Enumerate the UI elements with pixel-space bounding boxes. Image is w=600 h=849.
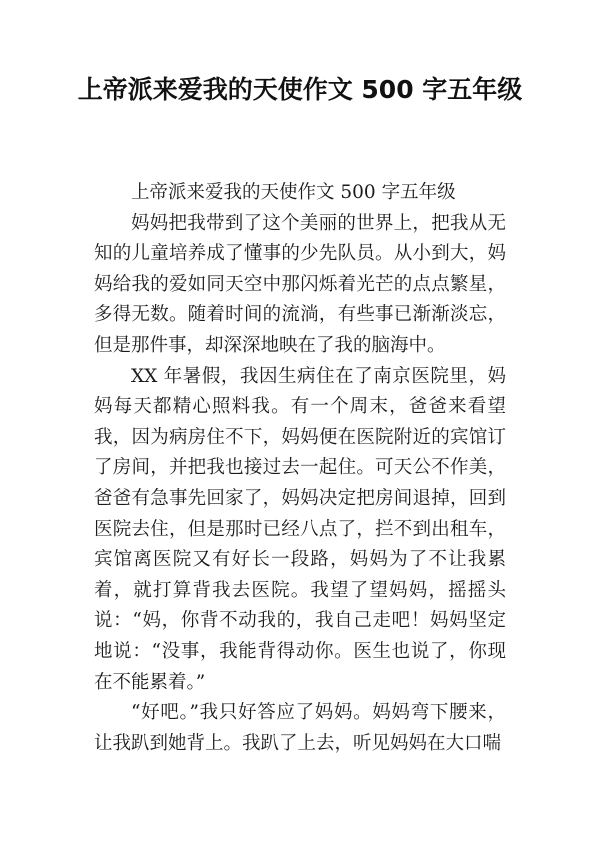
document-title: 上帝派来爱我的天使作文 500 字五年级	[77, 75, 523, 104]
body-paragraph: 妈妈把我带到了这个美丽的世界上，把我从无知的儿童培养成了懂事的少先队员。从小到大，妈妈给我的爱如同天空中那闪烁着光芒的点点繁星，多得无数。随着时间的流淌，有些事已渐渐淡忘，但是那件事，却深深地映在了我的脑海中。	[94, 212, 506, 356]
document-body	[94, 178, 506, 759]
body-heading-paragraph: 上帝派来爱我的天使作文 500 字五年级	[131, 182, 456, 203]
body-paragraph: “好吧。”我只好答应了妈妈。妈妈弯下腰来，让我趴到她背上。我趴了上去，听见妈妈在大口喘	[94, 702, 506, 754]
body-paragraph: XX 年暑假，我因生病住在了南京医院里，妈妈每天都精心照料我。有一个周末，爸爸来看望我，因为病房住不下，妈妈便在医院附近的宾馆订了房间，并把我也接过去一起住。可天公不作美，爸爸有急事先回家了，妈妈决定把房间退掉，回到医院去住，但是那时已经八点了，拦不到出租车，宾馆离医院又有好长一段路，妈妈为了不让我累着，就打算背我去医院。我望了望妈妈，摇摇头说：“妈，你背不动我的，我自己走吧！妈妈坚定地说：“没事，我能背得动你。医生也说了，你现在不能累着。”	[94, 365, 506, 693]
